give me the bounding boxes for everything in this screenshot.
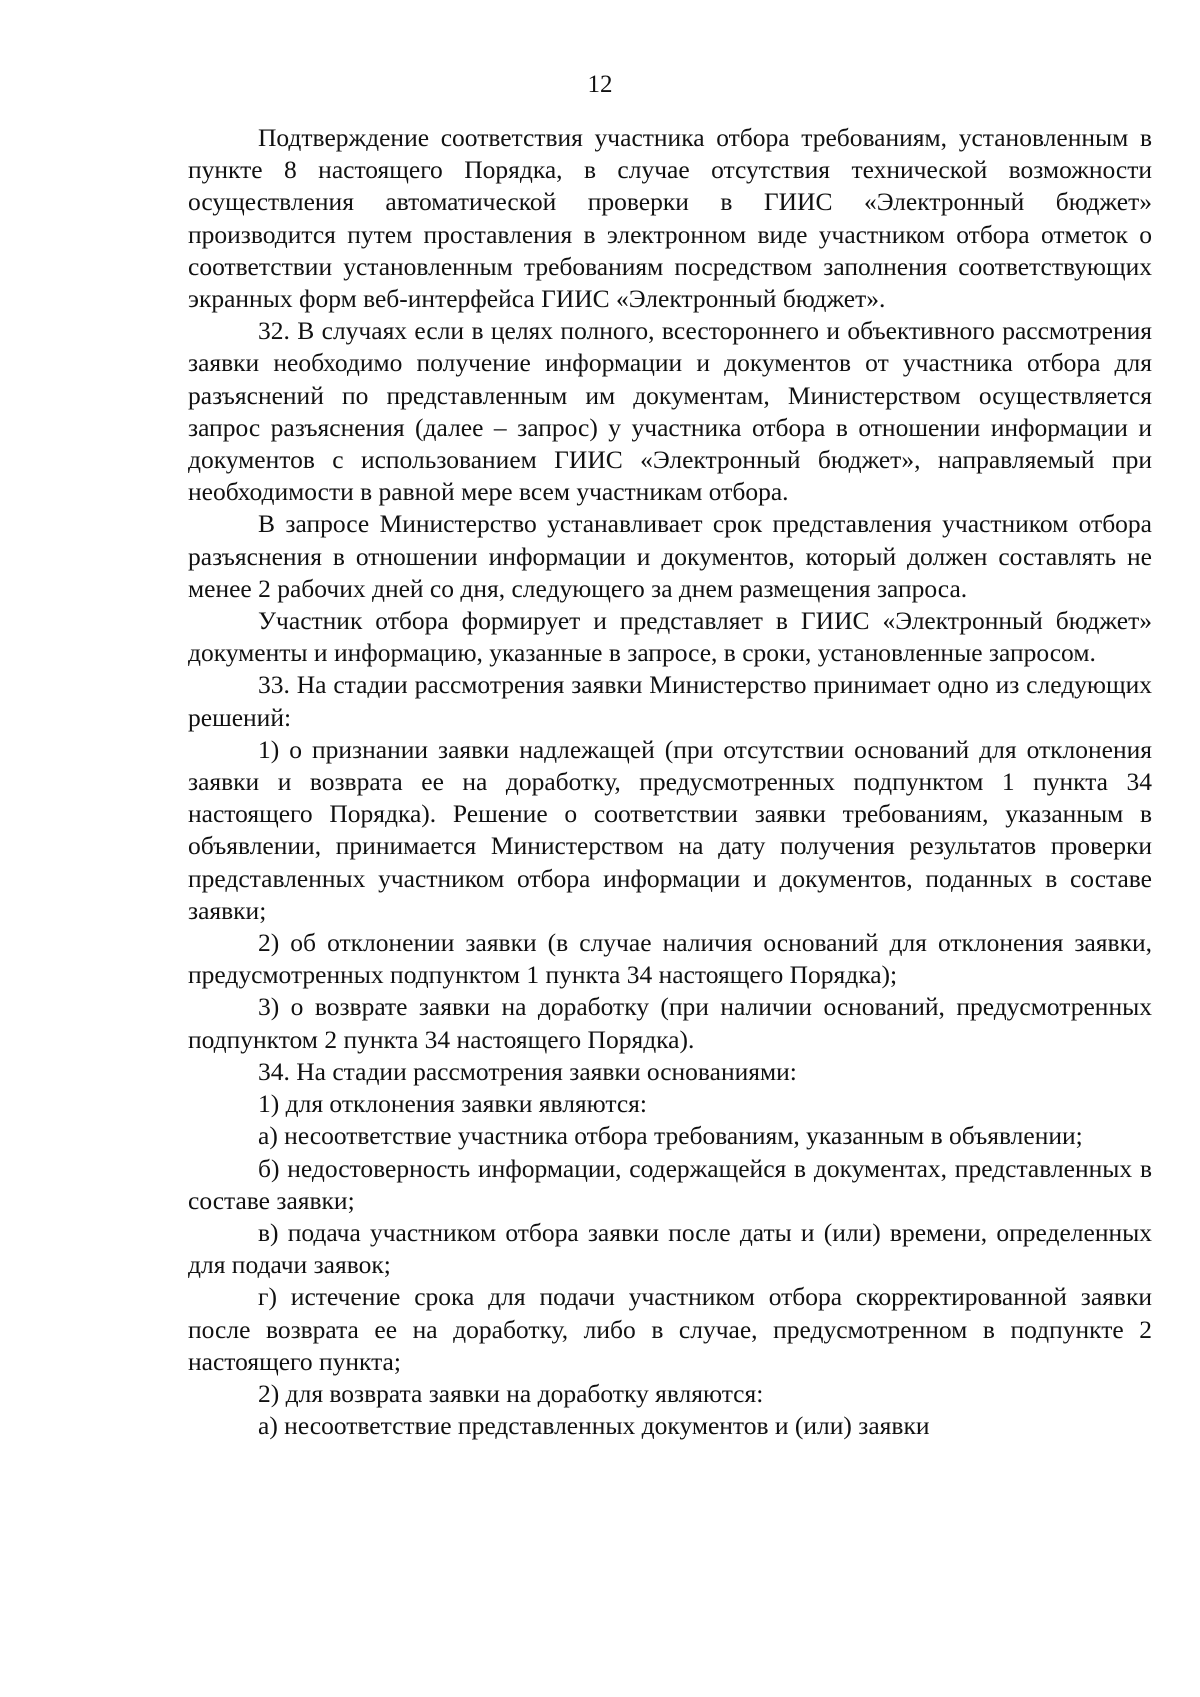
paragraph-32: 32. В случаях если в целях полного, всестороннего и объективного рассмотрения заявки необходимо получение информации и документов от участника отбора для разъяснений по представленным им документам, Министерством осуществляется запрос разъяснения (далее – запрос) у участника отбора в отношении информации и документов с использованием ГИИС «Электронный бюджет», направляемый при необходимости в равной мере всем участникам отбора. bbox=[188, 316, 1152, 507]
paragraph-34-item-1v: в) подача участником отбора заявки после даты и (или) времени, определенных для подачи заявок; bbox=[188, 1217, 1152, 1280]
paragraph-34-item-2a: а) несоответствие представленных документов и (или) заявки bbox=[258, 1411, 930, 1441]
paragraph-33-item-2: 2) об отклонении заявки (в случае наличия оснований для отклонения заявки, предусмотренных подпунктом 1 пункта 34 настоящего Порядка); bbox=[188, 928, 1152, 990]
paragraph-34-item-2: 2) для возврата заявки на доработку являются: bbox=[258, 1378, 764, 1408]
page-number: 12 bbox=[587, 71, 613, 98]
paragraph-33-item-1: 1) о признании заявки надлежащей (при отсутствии оснований для отклонения заявки и возврата ее на доработку, предусмотренных подпунктом 1 пункта 34 настоящего Порядка). Решение о соответствии заявки требованиям, указанным в объявлении, принимается Министерством на дату получения результатов проверки представленных участником отбора информации и документов, поданных в составе заявки; bbox=[188, 734, 1152, 925]
paragraph-request-deadline: В запросе Министерство устанавливает срок представления участником отбора разъяснения в отношении информации и документов, который должен составлять не менее 2 рабочих дней со дня, следующего за днем размещения запроса. bbox=[188, 509, 1152, 603]
paragraph-34: 34. На стадии рассмотрения заявки основаниями: bbox=[258, 1056, 797, 1086]
paragraph-confirmation: Подтверждение соответствия участника отбора требованиям, установленным в пункте 8 настоящего Порядка, в случае отсутствия технической возможности осуществления автоматической проверки в ГИИС «Электронный бюджет» производится путем проставления в электронном виде участником отбора отметок о соответствии установленным требованиям посредством заполнения соответствующих экранных форм веб-интерфейса ГИИС «Электронный бюджет». bbox=[188, 123, 1152, 314]
paragraph-34-item-1: 1) для отклонения заявки являются: bbox=[258, 1089, 647, 1119]
paragraph-34-item-1b: б) недостоверность информации, содержащейся в документах, представленных в составе заявки; bbox=[188, 1153, 1152, 1215]
paragraph-33-item-3: 3) о возврате заявки на доработку (при наличии оснований, предусмотренных подпунктом 2 пункта 34 настоящего Порядка). bbox=[188, 992, 1152, 1054]
paragraph-34-item-1a: а) несоответствие участника отбора требованиям, указанным в объявлении; bbox=[258, 1121, 1083, 1151]
paragraph-33: 33. На стадии рассмотрения заявки Министерство принимает одно из следующих решений: bbox=[188, 670, 1152, 732]
paragraph-participant-response: Участник отбора формирует и представляет в ГИИС «Электронный бюджет» документы и информацию, указанные в запросе, в сроки, установленные запросом. bbox=[188, 606, 1152, 668]
document-body bbox=[188, 122, 1152, 1442]
paragraph-34-item-1g: г) истечение срока для подачи участником отбора скорректированной заявки после возврата ее на доработку, либо в случае, предусмотренном в подпункте 2 настоящего пункта; bbox=[188, 1282, 1152, 1376]
